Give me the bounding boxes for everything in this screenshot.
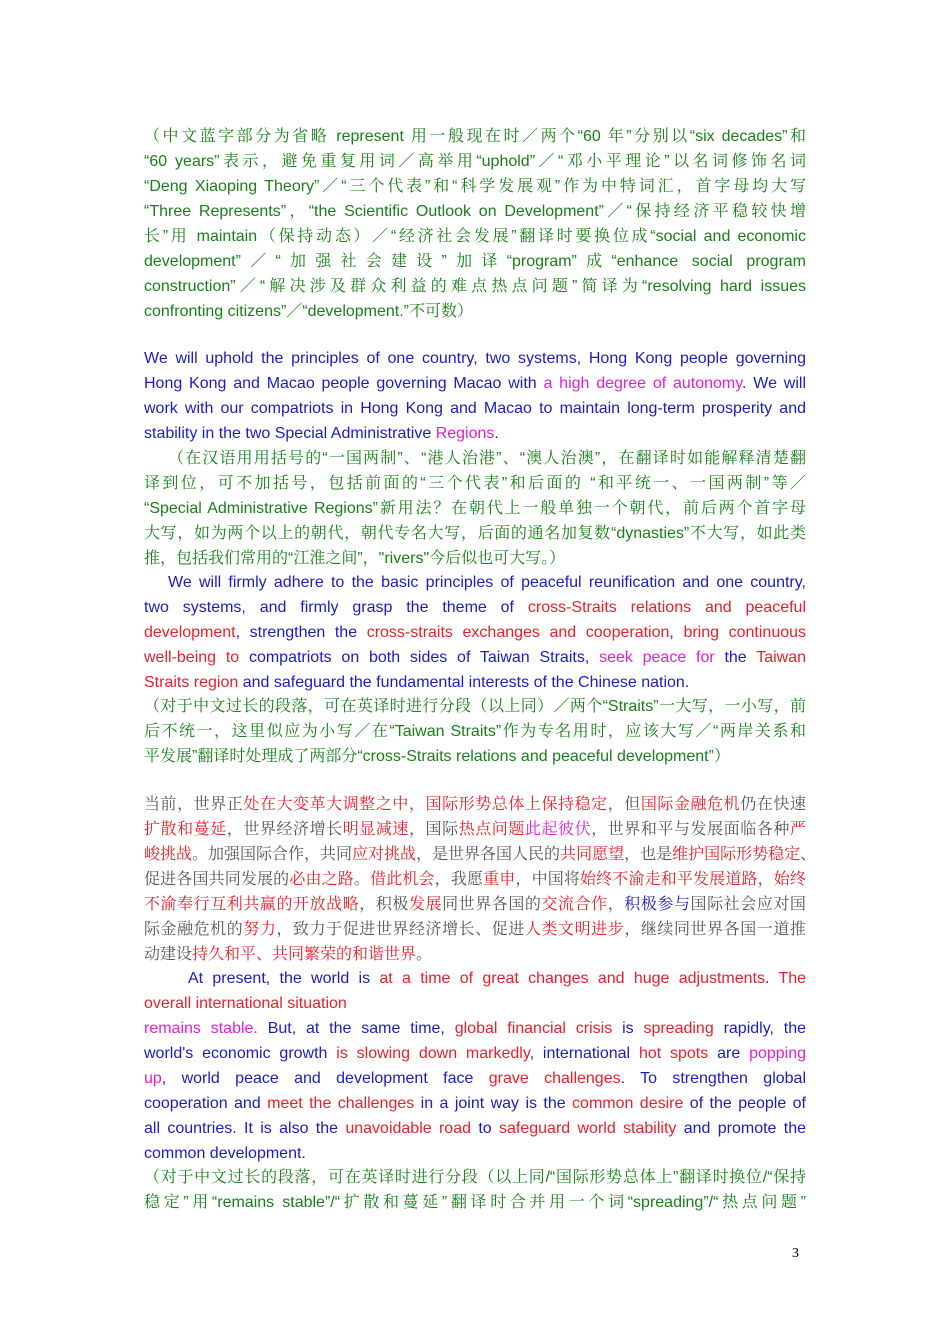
text-run: （对于中文过长的段落，可在英译时进行分段（以上同）／两个“Straits”一大写，一小写，前 — [144, 698, 806, 715]
text-run: ， — [409, 796, 426, 813]
text-run: up — [144, 1070, 162, 1087]
text-run: , strengthen the — [235, 624, 367, 641]
text-line — [144, 299, 806, 324]
text-run: Straits region — [144, 674, 239, 691]
text-run: We will uphold the principles of one country, two systems, Hong Kong people governing — [144, 350, 806, 367]
text-run: ，世界经济增长 — [226, 821, 343, 838]
text-run: “Three Represents”，“the Scientific Outlook on Development”／“保持经济平稳较快增 — [144, 203, 806, 220]
text-run: 。加强国际合作，共同 — [192, 846, 353, 863]
text-run: ，也是 — [624, 846, 673, 863]
text-run: ， — [757, 871, 774, 888]
text-run: Taiwan — [756, 649, 807, 666]
text-run: 后不统一，这里似应为小写／在“Taiwan Straits”作为专名用时，应该大写／“两岸关系和 — [144, 723, 806, 740]
text-line — [144, 595, 806, 620]
text-run: Regions — [435, 425, 495, 442]
text-line — [144, 199, 806, 224]
text-line — [144, 521, 806, 546]
text-run: ，积极 — [359, 896, 409, 913]
english-paragraph-hong-kong-macao — [144, 346, 806, 446]
text-run: 大写，如为两个以上的朝代，朝代专名大写，后面的通名加复数“dynasties”不大写，如此类 — [144, 525, 806, 542]
text-run: 国际金融危机 — [640, 796, 741, 813]
text-run: 国际社会应对国 — [690, 896, 806, 913]
text-line — [144, 371, 806, 396]
text-line — [144, 124, 806, 149]
text-run: compatriots on both sides of Taiwan Straits, — [239, 649, 600, 666]
text-run: all countries. It is also the — [144, 1120, 346, 1137]
chinese-source-paragraph — [144, 792, 817, 967]
text-line — [144, 1141, 806, 1166]
text-line — [144, 224, 806, 249]
text-run: cross-Straits relations and peaceful — [527, 599, 806, 616]
text-run: is — [612, 1020, 644, 1037]
text-run: 。 — [416, 946, 433, 963]
english-paragraph-world-situation — [144, 966, 806, 1166]
text-line — [144, 274, 806, 299]
text-line — [144, 867, 806, 892]
text-run: , — [669, 624, 684, 641]
text-line — [144, 744, 806, 769]
text-run: 译到位，可不加括号，包括前面的“三个代表”和后面的 “和平统一、一国两制”等／ — [144, 475, 806, 492]
text-line — [144, 792, 806, 817]
text-line — [144, 1091, 806, 1116]
translation-note-2 — [144, 446, 806, 571]
text-run: grave challenges — [488, 1070, 621, 1087]
text-run: （对于中文过长的段落，可在英译时进行分段（以上同/“国际形势总体上”翻译时换位/“保持 — [144, 1169, 806, 1186]
text-run: a high degree of autonomy — [543, 375, 743, 392]
text-run: seek peace for — [599, 649, 715, 666]
translation-note-1 — [144, 124, 806, 324]
text-run: “Special Administrative Regions”新用法？在朝代上一般单独一个朝代，前后两个首字母 — [144, 500, 806, 517]
text-run: construction”／“解决涉及群众利益的难点热点问题”简译为“resolving hard issues — [144, 278, 806, 295]
text-run: 此起彼伏 — [524, 821, 592, 838]
text-line — [144, 1016, 806, 1041]
text-run: 扩散和蔓延 — [144, 821, 227, 838]
text-run: bring continuous — [683, 624, 807, 641]
text-run: ，是世界各国人民的 — [416, 846, 561, 863]
text-line — [144, 1041, 806, 1066]
text-line — [144, 421, 806, 446]
text-run: We will firmly adhere to the basic principles of peaceful reunification and one country, — [168, 574, 806, 591]
text-run: 当前，世界正 — [144, 796, 244, 813]
text-run: ，我愿 — [434, 871, 484, 888]
text-run: confronting citizens”／“development.”不可数） — [144, 303, 474, 320]
text-run: overall international situation — [144, 995, 347, 1012]
text-run: development”／“加强社会建设”加译“program”成“enhance social program — [144, 253, 806, 270]
text-run: 促进各国共同发展的 — [144, 871, 290, 888]
text-run: two systems, and firmly grasp the theme of — [144, 599, 528, 616]
text-run: ，继续同世界各国一道推 — [624, 921, 806, 938]
text-line — [144, 670, 806, 695]
text-line — [144, 842, 817, 867]
text-line — [144, 991, 806, 1016]
text-run: ，但 — [607, 796, 641, 813]
text-run: 峻挑战 — [144, 846, 193, 863]
text-run: . We will — [742, 375, 807, 392]
text-line — [144, 694, 806, 719]
text-run: 交流合作 — [541, 896, 608, 913]
text-run: common development. — [144, 1145, 306, 1162]
text-run: 推，包括我们常用的“江淮之间”，"rivers"今后似也可大写。） — [144, 550, 566, 567]
text-run: 热点问题 — [458, 821, 525, 838]
text-line — [144, 346, 806, 371]
text-line — [144, 917, 806, 942]
text-run: 动建设 — [144, 946, 193, 963]
text-run: The — [778, 970, 807, 987]
text-run: 人类文明进步 — [524, 921, 625, 938]
text-run: work with our compatriots in Hong Kong and Macao to maintain long-term prosperity and — [144, 400, 806, 417]
text-run: cooperation and — [144, 1095, 268, 1112]
text-run: ， — [607, 896, 625, 913]
text-run: of the people of — [683, 1095, 806, 1112]
text-line — [144, 174, 806, 199]
text-run: Hong Kong and Macao people governing Macao with — [144, 375, 544, 392]
text-run: 借此机会 — [370, 871, 435, 888]
text-run: 明显减速 — [342, 821, 409, 838]
text-line — [144, 1066, 806, 1091]
text-run: 严 — [789, 821, 806, 838]
text-run: 。 — [353, 871, 371, 888]
text-run: “60 years”表示，避免重复用词／高举用“uphold”／“邓小平理论”以名词修饰名词 — [144, 153, 806, 170]
text-run: in a joint way is the — [414, 1095, 573, 1112]
text-line — [144, 471, 806, 496]
text-run: 始终不渝走和平发展道路 — [580, 871, 758, 888]
text-run: , international — [529, 1045, 639, 1062]
text-line — [144, 546, 806, 571]
text-run: to — [471, 1120, 500, 1137]
text-line — [144, 1116, 806, 1141]
text-run: unavoidable road — [345, 1120, 472, 1137]
text-line — [144, 1190, 806, 1215]
text-run: . — [765, 970, 779, 987]
text-run: and promote the — [676, 1120, 807, 1137]
text-run: 同世界各国的 — [442, 896, 542, 913]
text-run: hot spots — [638, 1045, 709, 1062]
text-line — [144, 249, 806, 274]
text-run: 稳定”用“remains stable”/“扩散和蔓延”翻译时合并用一个词“spreading”/“热点问题” — [144, 1194, 806, 1211]
text-run: 际金融危机的 — [144, 921, 244, 938]
text-run: remains stable. — [144, 1020, 258, 1037]
translation-note-3 — [144, 694, 806, 769]
text-run: well-being to — [144, 649, 240, 666]
text-run: common desire — [572, 1095, 684, 1112]
text-run: 维护国际形势稳定 — [672, 846, 801, 863]
text-line — [144, 620, 806, 645]
text-run: at a time of great changes and huge adjustments — [379, 970, 765, 987]
text-run: are — [708, 1045, 750, 1062]
text-run: cross-straits exchanges and cooperation — [366, 624, 670, 641]
text-run: 、 — [800, 846, 817, 863]
text-line — [144, 892, 806, 917]
text-run: development — [144, 624, 236, 641]
text-run: 发展 — [408, 896, 443, 913]
text-run: But, at the same time, — [257, 1020, 455, 1037]
text-run: is slowing down markedly — [336, 1045, 530, 1062]
text-run: ，国际 — [409, 821, 459, 838]
text-run: the — [714, 649, 757, 666]
text-line — [144, 817, 806, 842]
text-run: 必由之路 — [289, 871, 354, 888]
text-run: 不渝奉行互利共赢的开放战略 — [144, 896, 360, 913]
text-line — [144, 1165, 806, 1190]
text-run: stability in the two Special Administrative — [144, 425, 436, 442]
text-run: popping — [749, 1045, 807, 1062]
text-line — [144, 570, 806, 595]
text-run: world's economic growth — [144, 1045, 337, 1062]
text-line — [144, 396, 806, 421]
text-run: safeguard world stability — [499, 1120, 677, 1137]
text-run: spreading — [643, 1020, 714, 1037]
page-number: 3 — [792, 1246, 799, 1261]
text-run: 努力 — [243, 921, 277, 938]
text-run: At present, the world is — [188, 970, 380, 987]
text-run: global financial crisis — [454, 1020, 613, 1037]
text-run: 平发展”翻译时处理成了两部分“cross-Straits relations and peaceful development”） — [144, 748, 730, 765]
translation-note-4 — [144, 1165, 806, 1215]
text-run: 应对挑战 — [352, 846, 417, 863]
text-line — [144, 446, 806, 471]
text-run: 始终 — [773, 871, 806, 888]
text-run: meet the challenges — [267, 1095, 415, 1112]
text-run: ，中国将 — [515, 871, 581, 888]
text-run: 处在大变革大调整之中 — [243, 796, 409, 813]
text-run: ，世界和平与发展面临各种 — [591, 821, 790, 838]
text-run: 共同愿望 — [560, 846, 625, 863]
text-run: , world peace and development face — [161, 1070, 489, 1087]
text-run: . — [494, 425, 499, 442]
text-run: “Deng Xiaoping Theory”／“三个代表”和“科学发展观”作为中特词汇，首字母均大写 — [144, 178, 806, 195]
text-run: 长”用 maintain（保持动态）／“经济社会发展”翻译时要换位成“social and economic — [144, 228, 806, 245]
text-run: . To strengthen global — [620, 1070, 807, 1087]
text-run: 国际形势总体上保持稳定 — [425, 796, 608, 813]
text-run: 持久和平、共同繁荣的和谐世界 — [192, 946, 417, 963]
text-run: （中文蓝字部分为省略 represent 用一般现在时／两个“60 年”分别以“six decades”和 — [144, 128, 806, 145]
text-run: ，致力于促进世界经济增长、促进 — [276, 921, 525, 938]
text-run: 重申 — [483, 871, 516, 888]
text-line — [144, 645, 806, 670]
text-line — [144, 149, 806, 174]
text-line — [144, 966, 806, 991]
text-run: （在汉语用用括号的“一国两制”、“港人治港”、“澳人治澳”，在翻译时如能解释清楚翻 — [168, 450, 806, 467]
text-run: and safeguard the fundamental interests of the Chinese nation. — [238, 674, 690, 691]
english-paragraph-taiwan — [144, 570, 806, 695]
text-run: rapidly, the — [713, 1020, 807, 1037]
text-line — [144, 496, 806, 521]
text-run: 仍在快速 — [740, 796, 806, 813]
text-line — [144, 942, 806, 967]
text-line — [144, 719, 806, 744]
text-run: 积极参与 — [624, 896, 691, 913]
